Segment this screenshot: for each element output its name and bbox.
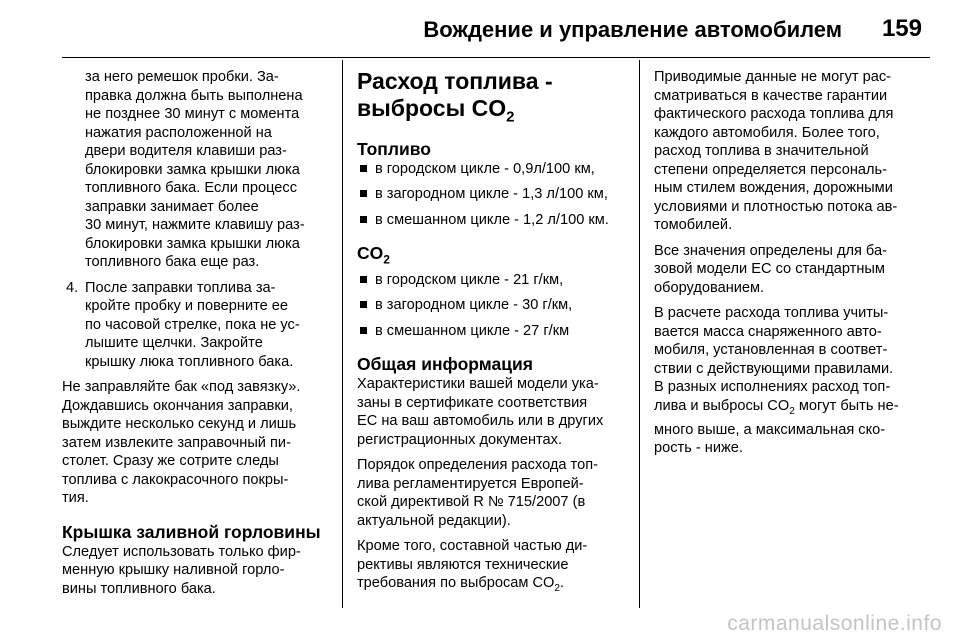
list-item-text: в загородном цикле - 1,3 л/100 км, [375,186,608,203]
text-line: ской директивой R № 715/2007 (в [357,494,586,511]
bullet-square-icon [360,276,367,283]
text-line: топлива с лакокрасочного покры- [62,471,289,488]
step-continuation [62,68,332,272]
text-line: В расчете расхода топлива учиты- [654,305,889,321]
text-line: Дождавшись окончания заправки, [62,397,293,414]
list-item-text: в городском цикле - 21 г/км, [375,271,564,288]
text-line: нажатия расположенной на [85,124,272,141]
text-fragment: могут быть не- [794,397,899,414]
text-line: крышку люка топливного бака. [85,353,294,370]
text-line: заны в сертификате соответствия [357,394,588,411]
text-line: лышите щелчки. Закройте [85,335,263,351]
text-line: лива регламентируется Европей- [357,475,584,492]
subscript: 2 [506,108,515,126]
text-line: Все значения определены для ба- [654,242,887,259]
text-line: 30 минут, нажмите клавишу раз- [85,217,305,233]
text-line: сматриваться в качестве гарантии [654,87,888,104]
bullet-square-icon [360,301,367,308]
text-line: топливного бака. Если процесс [85,180,298,196]
title-line [357,95,629,131]
subscript: 2 [789,405,795,417]
text-fragment: . [559,575,565,592]
text-line: условиями и плотностью потока ав- [654,198,898,215]
text-line: топливного бака еще раз. [85,254,260,270]
list-item [357,322,629,341]
bullet-square-icon [360,165,367,172]
text-line: зовой модели ЕС со стандартным [654,261,885,277]
subscript: 2 [383,252,390,267]
text-line: столет. Сразу же сотрите следы [62,453,279,469]
text-line: Характеристики вашей модели ука- [357,376,599,393]
text-line: каждого автомобиля. Более того, [654,124,880,141]
text-line: менную крышку наливной горло- [62,562,285,578]
text-line: томобилей. [654,217,733,233]
text-line: много выше, а максимальная ско- [654,421,886,438]
list-item [357,271,629,290]
text-line: ным стилем вождения, дорожными [654,180,893,196]
bullet-square-icon [360,216,367,223]
column-1 [62,68,332,605]
text-line: блокировки замка крышки люка [85,161,300,178]
column-3 [654,68,932,465]
column-2 [357,68,629,606]
text-line: расход топлива в значительной [654,143,869,159]
list-item [357,296,629,315]
text-fragment: требования по выбросам CO [357,575,555,592]
text-line: Следует использовать только фир- [62,543,301,560]
heading-text: CO [357,243,384,264]
text-line: В разных исполнениях расход топ- [654,379,891,395]
text-line: оборудованием. [654,279,765,296]
column-divider-2 [639,60,640,608]
paragraph-general [357,375,629,449]
text-line: Приводимые данные не могут рас- [654,69,892,85]
paragraph-base-model [654,242,932,298]
text-line [357,574,629,598]
text-line: ЕС на ваш автомобиль или в других [357,413,604,430]
list-item [357,211,629,230]
list-item-text: в смешанном цикле - 27 г/км [375,322,570,339]
text-line [654,397,932,421]
title-line: Расход топлива - [357,68,553,94]
list-item-text: в городском цикле - 0,9л/100 км, [375,160,595,177]
text-line: рективы являются технические [357,556,569,573]
text-line: выждите несколько секунд и лишь [62,416,297,432]
text-line: степени определяется персональ- [654,161,887,178]
bullet-square-icon [360,327,367,334]
text-line: ствии с действующими правилами. [654,360,894,377]
paragraph-requirements [357,537,629,598]
text-line: После заправки топлива за- [85,279,276,296]
text-line: затем извлеките заправочный пи- [62,434,291,451]
section-heading-fuel-cap: Крышка заливной горловины [62,521,321,542]
text-line: тия. [62,490,89,506]
bullet-square-icon [360,190,367,197]
title-text: выбросы CO [357,95,507,121]
paragraph-fuel-cap [62,543,332,599]
page-number: 159 [881,15,922,42]
text-line: правка должна быть выполнена [85,87,303,104]
text-line: заправки занимает более [85,198,259,215]
text-line: актуальной редакции). [357,512,511,529]
text-line: фактического расхода топлива для [654,106,894,122]
list-item-text: в загородном цикле - 30 г/км, [375,297,573,314]
watermark-text: carmanualsonline.info [727,612,942,635]
list-item [357,185,629,204]
subheading-general-info: Общая информация [357,354,533,375]
text-line: Кроме того, составной частью ди- [357,538,588,555]
paragraph-disclaimer [654,68,932,235]
header-rule [62,57,930,58]
text-line: двери водителя клавиши раз- [85,143,287,159]
step-number: 4. [66,279,79,296]
paragraph-calculation [654,304,932,458]
paragraph-overfill-warning [62,378,332,508]
text-line: Не заправляйте бак «под завязку». [62,379,301,395]
text-line: вины топливного бака. [62,580,216,597]
list-item-text: в смешанном цикле - 1,2 л/100 км. [375,211,609,228]
paragraph-directive [357,456,629,530]
section-title-fuel-consumption [357,68,629,131]
text-line: кройте пробку и поверните ее [85,298,289,314]
text-line: регистрационных документах. [357,431,563,448]
subheading-co2 [357,243,629,270]
text-line: мобиля, установленная в соответ- [654,342,888,358]
text-line: не позднее 30 минут с момента [85,106,300,122]
running-header-title: Вождение и управление автомобилем [423,17,842,42]
text-line: по часовой стрелке, пока не ус- [85,316,300,333]
list-item [357,160,629,179]
text-line: за него ремешок пробки. За- [85,69,279,85]
text-fragment: лива и выбросы CO [654,397,790,414]
step-4 [62,279,332,372]
text-line: вается масса снаряженного авто- [654,323,882,340]
subscript: 2 [554,583,560,594]
column-divider-1 [342,60,343,608]
page-header [0,0,960,60]
subheading-fuel: Топливо [357,138,431,159]
text-line: Порядок определения расхода топ- [357,457,598,474]
text-line: блокировки замка крышки люка [85,235,300,252]
text-line: рость - ниже. [654,440,743,457]
